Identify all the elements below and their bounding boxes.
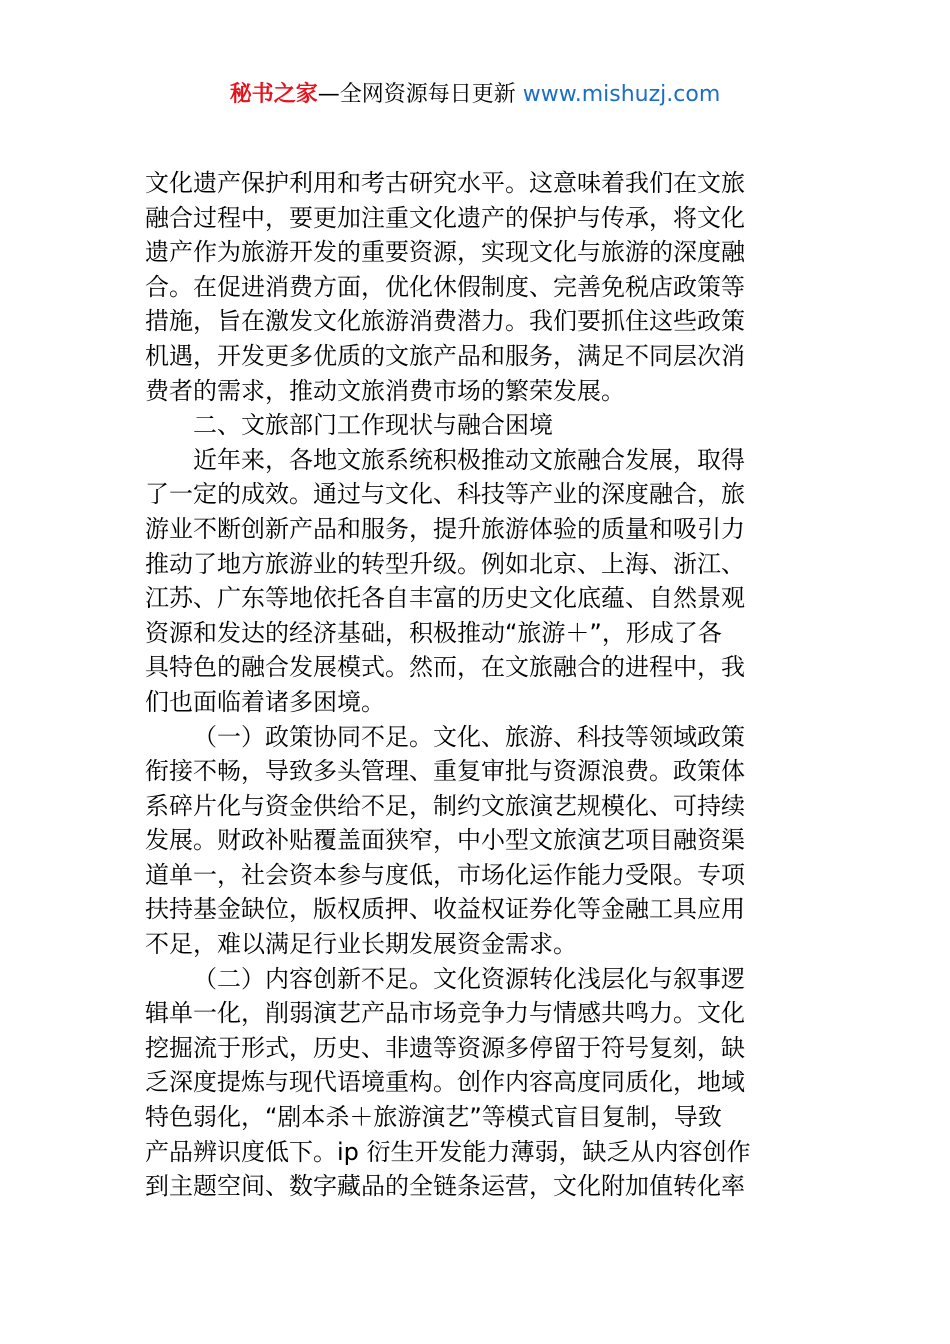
subsection-heading: （一）政策协同不足。文化、旅游、科技等领域政策 bbox=[193, 722, 745, 751]
text-line: 了一定的成效。通过与文化、科技等产业的深度融合，旅 bbox=[145, 480, 745, 509]
text-line: 特色弱化，“剧本杀＋旅游演艺”等模式盲目复制，导致 bbox=[145, 1103, 722, 1132]
text-line: 道单一，社会资本参与度低，市场化运作能力受限。专项 bbox=[145, 860, 745, 889]
text-line: 们也面临着诸多困境。 bbox=[145, 687, 385, 716]
text-line: 江苏、广东等地依托各自丰富的历史文化底蕴、自然景观 bbox=[145, 584, 745, 613]
site-brand: 秘书之家 bbox=[229, 82, 318, 107]
text-line: 游业不断创新产品和服务，提升旅游体验的质量和吸引力 bbox=[145, 514, 745, 543]
site-header bbox=[0, 78, 950, 112]
text-line: 系碎片化与资金供给不足，制约文旅演艺规模化、可持续 bbox=[145, 791, 745, 820]
section-heading: 二、文旅部门工作现状与融合困境 bbox=[193, 411, 553, 440]
text-line: 扶持基金缺位，版权质押、收益权证券化等金融工具应用 bbox=[145, 895, 745, 924]
text-line: 发展。财政补贴覆盖面狭窄，中小型文旅演艺项目融资渠 bbox=[145, 826, 745, 855]
text-line: 近年来，各地文旅系统积极推动文旅融合发展，取得 bbox=[193, 445, 745, 474]
text-line: 资源和发达的经济基础，积极推动“旅游＋”，形成了各 bbox=[145, 618, 722, 647]
site-url-link[interactable]: www.mishuzj.com bbox=[522, 82, 721, 107]
text-line: 挖掘流于形式，历史、非遗等资源多停留于符号复刻，缺 bbox=[145, 1033, 745, 1062]
text-line: 措施，旨在激发文化旅游消费潜力。我们要抓住这些政策 bbox=[145, 307, 745, 336]
text-line: 文化遗产保护利用和考古研究水平。这意味着我们在文旅 bbox=[145, 169, 745, 197]
text-line: 不足，难以满足行业长期发展资金需求。 bbox=[145, 930, 577, 959]
text-line: 产品辨识度低下。ip 衍生开发能力薄弱，缺乏从内容创作 bbox=[145, 1137, 751, 1166]
site-tagline: —全网资源每日更新 bbox=[317, 82, 523, 107]
document-body bbox=[145, 166, 809, 1204]
text-line: 机遇，开发更多优质的文旅产品和服务，满足不同层次消 bbox=[145, 341, 745, 370]
text-line: 遗产作为旅游开发的重要资源，实现文化与旅游的深度融 bbox=[145, 238, 745, 267]
text-line: 乏深度提炼与现代语境重构。创作内容高度同质化，地域 bbox=[145, 1068, 745, 1097]
subsection-heading: （二）内容创新不足。文化资源转化浅层化与叙事逻 bbox=[193, 964, 745, 993]
text-line: 衔接不畅，导致多头管理、重复审批与资源浪费。政策体 bbox=[145, 757, 745, 786]
text-line: 推动了地方旅游业的转型升级。例如北京、上海、浙江、 bbox=[145, 549, 745, 578]
text-line: 合。在促进消费方面，优化休假制度、完善免税店政策等 bbox=[145, 272, 745, 301]
text-line: 融合过程中，要更加注重文化遗产的保护与传承，将文化 bbox=[145, 203, 745, 232]
text-line: 费者的需求，推动文旅消费市场的繁荣发展。 bbox=[145, 376, 625, 405]
text-line: 辑单一化，削弱演艺产品市场竞争力与情感共鸣力。文化 bbox=[145, 999, 745, 1028]
text-line: 具特色的融合发展模式。然而，在文旅融合的进程中，我 bbox=[145, 653, 745, 682]
text-line: 到主题空间、数字藏品的全链条运营，文化附加值转化率 bbox=[145, 1172, 745, 1201]
